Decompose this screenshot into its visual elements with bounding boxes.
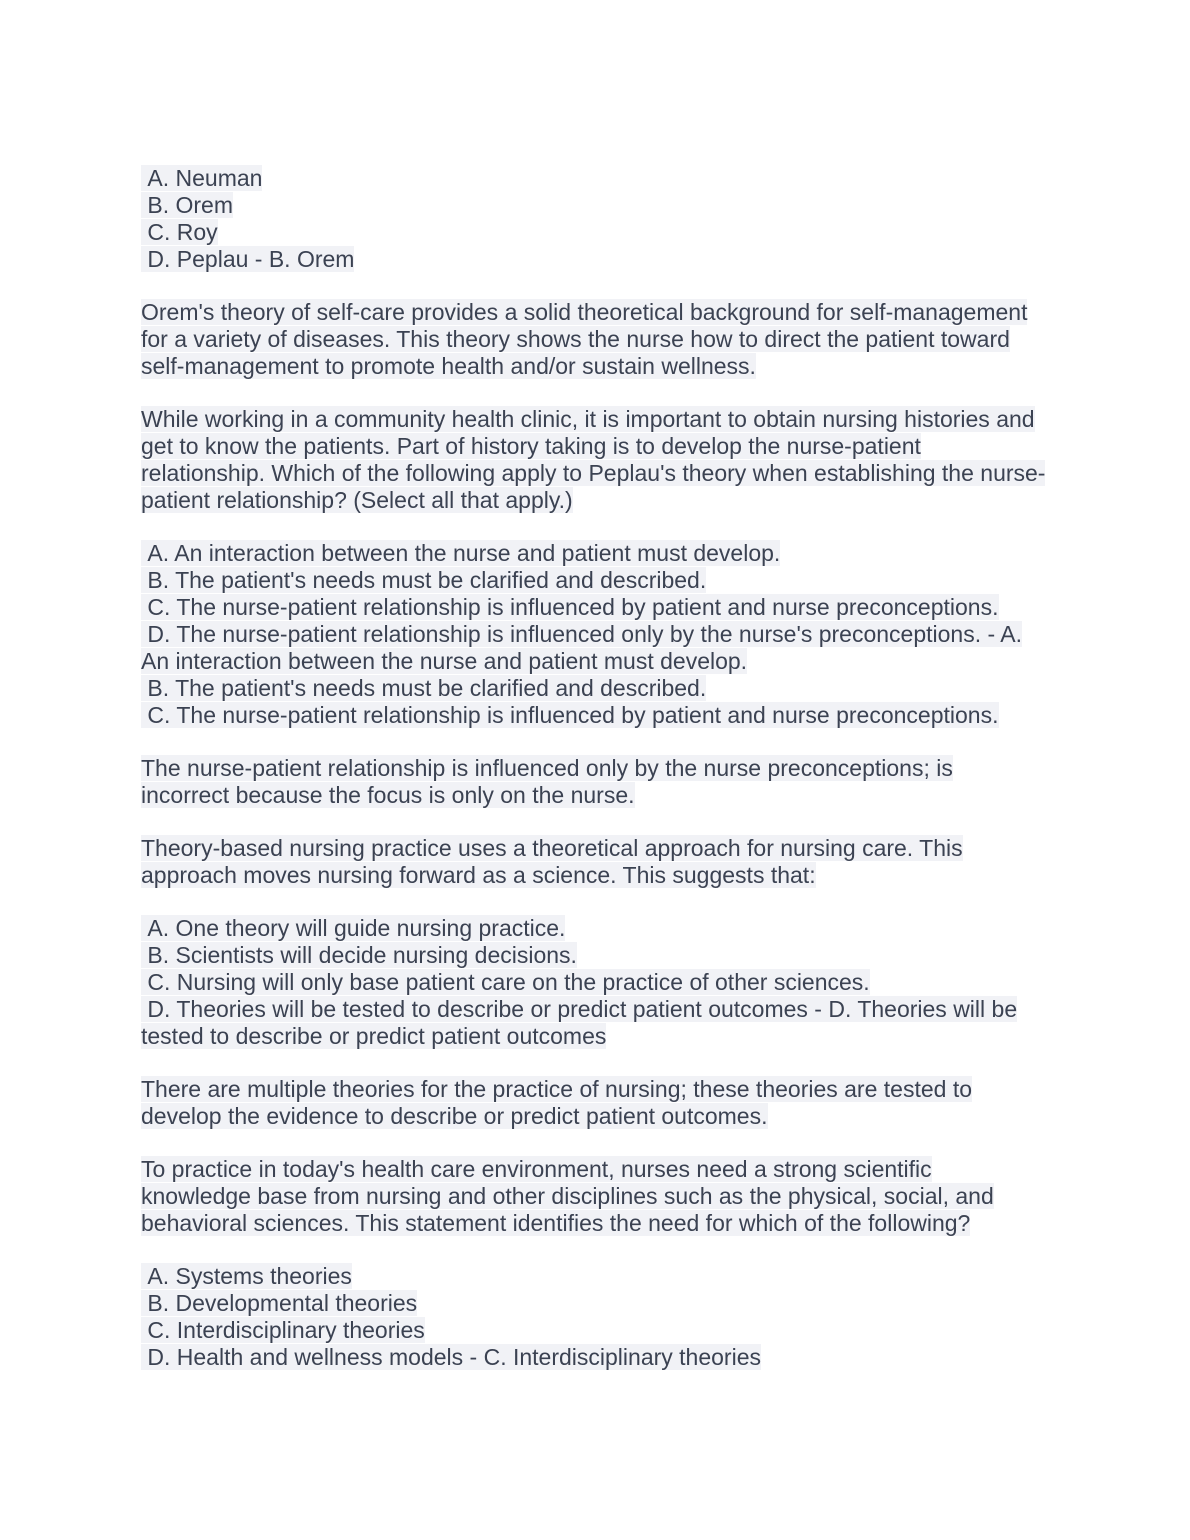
option-line [141, 621, 1047, 675]
option-line [141, 594, 1047, 621]
paragraph-block [141, 1076, 1047, 1130]
option-line [141, 915, 1047, 942]
paragraph [141, 1156, 1047, 1237]
option-line [141, 1290, 1047, 1317]
paragraph-text: Theory-based nursing practice uses a theoretical approach for nursing care. This approach moves nursing forward as a science. This suggests that: [141, 835, 963, 888]
paragraph-text: There are multiple theories for the practice of nursing; these theories are tested to develop the evidence to describe or predict patient outcomes. [141, 1076, 972, 1129]
options-block [141, 1263, 1047, 1371]
option-line [141, 219, 1047, 246]
paragraph-block [141, 299, 1047, 380]
option-line [141, 1344, 1047, 1371]
option-text: D. Theories will be tested to describe or predict patient outcomes - D. Theories will be tested to describe or predict patient outcomes [141, 996, 1018, 1049]
paragraph-block [141, 406, 1047, 514]
option-text: B. The patient's needs must be clarified and described. [141, 567, 707, 593]
option-text: D. Peplau - B. Orem [141, 246, 355, 272]
option-text: C. The nurse-patient relationship is influenced by patient and nurse preconceptions. [141, 702, 999, 728]
option-text: A. Neuman [141, 165, 263, 191]
option-line [141, 702, 1047, 729]
paragraph-text: To practice in today's health care environment, nurses need a strong scientific knowledge base from nursing and other disciplines such as the physical, social, and behavioral sciences. This statement identifies the need for which of the following? [141, 1156, 994, 1236]
option-text: B. Scientists will decide nursing decisions. [141, 942, 577, 968]
paragraph-block [141, 835, 1047, 889]
paragraph [141, 299, 1047, 380]
option-text: C. Roy [141, 219, 218, 245]
option-text: B. Developmental theories [141, 1290, 418, 1316]
option-text: C. The nurse-patient relationship is influenced by patient and nurse preconceptions. [141, 594, 999, 620]
paragraph-text: Orem's theory of self-care provides a solid theoretical background for self-management for a variety of diseases. This theory shows the nurse how to direct the patient toward self-management to promote health and/or sustain wellness. [141, 299, 1028, 379]
options-block [141, 165, 1047, 273]
paragraph [141, 835, 1047, 889]
option-line [141, 165, 1047, 192]
option-line [141, 1317, 1047, 1344]
option-text: C. Interdisciplinary theories [141, 1317, 425, 1343]
option-text: D. The nurse-patient relationship is influenced only by the nurse's preconceptions. - A. An interaction between the nurse and patient must develop. [141, 621, 1023, 674]
options-block [141, 915, 1047, 1050]
options-block [141, 540, 1047, 729]
paragraph [141, 406, 1047, 514]
option-line [141, 540, 1047, 567]
paragraph-text: The nurse-patient relationship is influenced only by the nurse preconceptions; is incorrect because the focus is only on the nurse. [141, 755, 953, 808]
paragraph [141, 1076, 1047, 1130]
option-text: A. An interaction between the nurse and patient must develop. [141, 540, 781, 566]
option-line [141, 942, 1047, 969]
paragraph-block [141, 755, 1047, 809]
option-text: B. The patient's needs must be clarified and described. [141, 675, 707, 701]
option-text: C. Nursing will only base patient care on the practice of other sciences. [141, 969, 870, 995]
paragraph [141, 755, 1047, 809]
option-text: D. Health and wellness models - C. Interdisciplinary theories [141, 1344, 761, 1370]
option-text: B. Orem [141, 192, 234, 218]
option-line [141, 567, 1047, 594]
option-text: A. Systems theories [141, 1263, 352, 1289]
option-line [141, 192, 1047, 219]
option-line [141, 246, 1047, 273]
option-text: A. One theory will guide nursing practice. [141, 915, 566, 941]
option-line [141, 996, 1047, 1050]
option-line [141, 969, 1047, 996]
paragraph-text: While working in a community health clinic, it is important to obtain nursing histories and get to know the patients. Part of history taking is to develop the nurse-patient relationship. Which of the following apply to Peplau's theory when establishing the nurse-patient relationship? (Select all that apply.) [141, 406, 1046, 513]
option-line [141, 675, 1047, 702]
paragraph-block [141, 1156, 1047, 1237]
option-line [141, 1263, 1047, 1290]
